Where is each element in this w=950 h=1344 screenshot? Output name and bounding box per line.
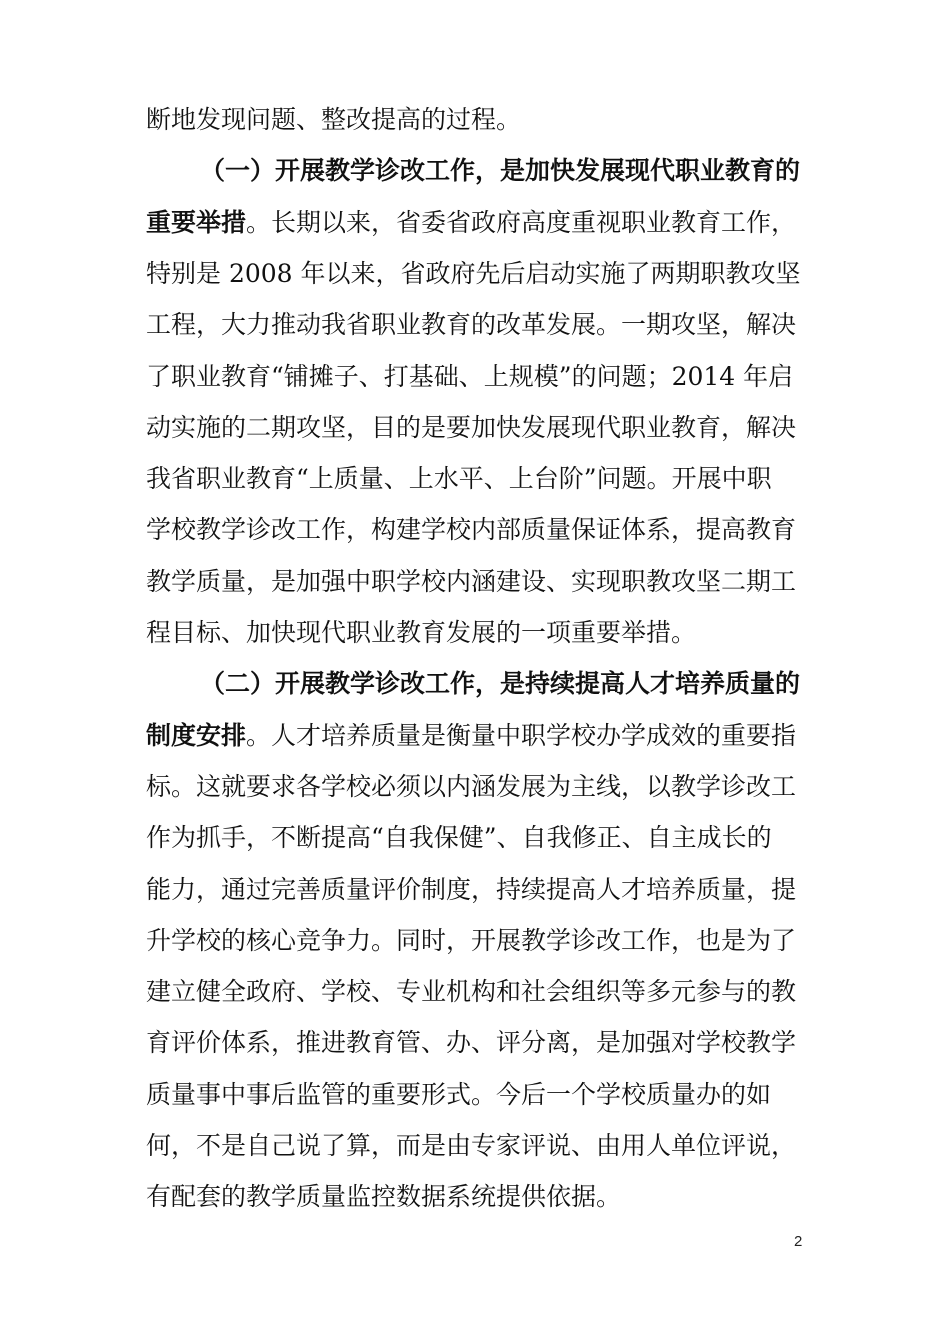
heading-text: 制度安排 [146, 720, 247, 750]
body-text-run: 标。这就要求各学校必须以内涵发展为主线，以教学诊改工 [146, 771, 797, 801]
body-text-run: 育评价体系，推进教育管、办、评分离，是加强对学校教学 [146, 1028, 797, 1058]
body-text-run: 。人才培养质量是衡量中职学校办学成效的重要指 [246, 720, 797, 750]
text-line [146, 351, 806, 403]
body-text-run: 特别是 2008 年以来，省政府先后启动实施了两期职教攻坚 [146, 258, 801, 288]
text-line [146, 864, 806, 916]
body-text-run: 有配套的教学质量监控数据系统提供依据。 [146, 1182, 622, 1212]
text-line [146, 1171, 806, 1223]
body-text-run: 升学校的核心竞争力。同时，开展教学诊改工作，也是为了 [146, 925, 797, 955]
body-text-run: 我省职业教育“上质量、上水平、上台阶”问题。开展中职 [146, 464, 772, 494]
text-line [146, 94, 806, 146]
text-line [146, 1069, 806, 1121]
body-text-run: 工程，大力推动我省职业教育的改革发展。一期攻坚，解决 [146, 310, 797, 340]
heading-text: （一）开展教学诊改工作，是加快发展现代职业教育的 [200, 156, 801, 186]
text-line [146, 197, 806, 249]
body-text-run: 教学质量，是加强中职学校内涵建设、实现职教攻坚二期工 [146, 566, 797, 596]
body-text-run: 建立健全政府、学校、专业机构和社会组织等多元参与的教 [146, 977, 797, 1007]
body-text-run: 程目标、加快现代职业教育发展的一项重要举措。 [146, 618, 697, 647]
heading-text: （二）开展教学诊改工作，是持续提高人才培养质量的 [200, 669, 801, 699]
text-line [146, 248, 806, 300]
body-text-run: 学校教学诊改工作，构建学校内部质量保证体系，提高教育 [146, 515, 797, 545]
text-line [146, 504, 806, 556]
text-line [146, 812, 806, 864]
text-line [146, 915, 806, 967]
text-line [200, 145, 806, 197]
text-line [200, 658, 806, 710]
body-text-run: 质量事中事后监管的重要形式。今后一个学校质量办的如 [146, 1079, 772, 1109]
body-text-run: 断地发现问题、整改提高的过程。 [146, 105, 522, 134]
text-line [146, 966, 806, 1018]
body-text-run: 。长期以来，省委省政府高度重视职业教育工作， [246, 207, 797, 237]
text-line [146, 453, 806, 505]
body-text-run: 作为抓手，不断提高“自我保健”、自我修正、自主成长的 [146, 823, 772, 853]
body-text-run: 动实施的二期攻坚，目的是要加快发展现代职业教育，解决 [146, 412, 797, 442]
text-line [146, 402, 806, 454]
text-line [146, 299, 806, 351]
heading-text: 重要举措 [146, 207, 247, 237]
text-line [146, 1120, 806, 1172]
page-number: 2 [794, 1233, 803, 1250]
text-line [146, 761, 806, 813]
body-text-run: 何，不是自己说了算，而是由专家评说、由用人单位评说， [146, 1131, 797, 1160]
text-line [146, 607, 806, 659]
body-text-run: 了职业教育“铺摊子、打基础、上规模”的问题；2014 年启 [146, 361, 794, 391]
text-line [146, 556, 806, 608]
text-line [146, 1017, 806, 1069]
body-text-run: 能力，通过完善质量评价制度，持续提高人才培养质量，提 [146, 874, 797, 904]
text-line [146, 710, 806, 762]
